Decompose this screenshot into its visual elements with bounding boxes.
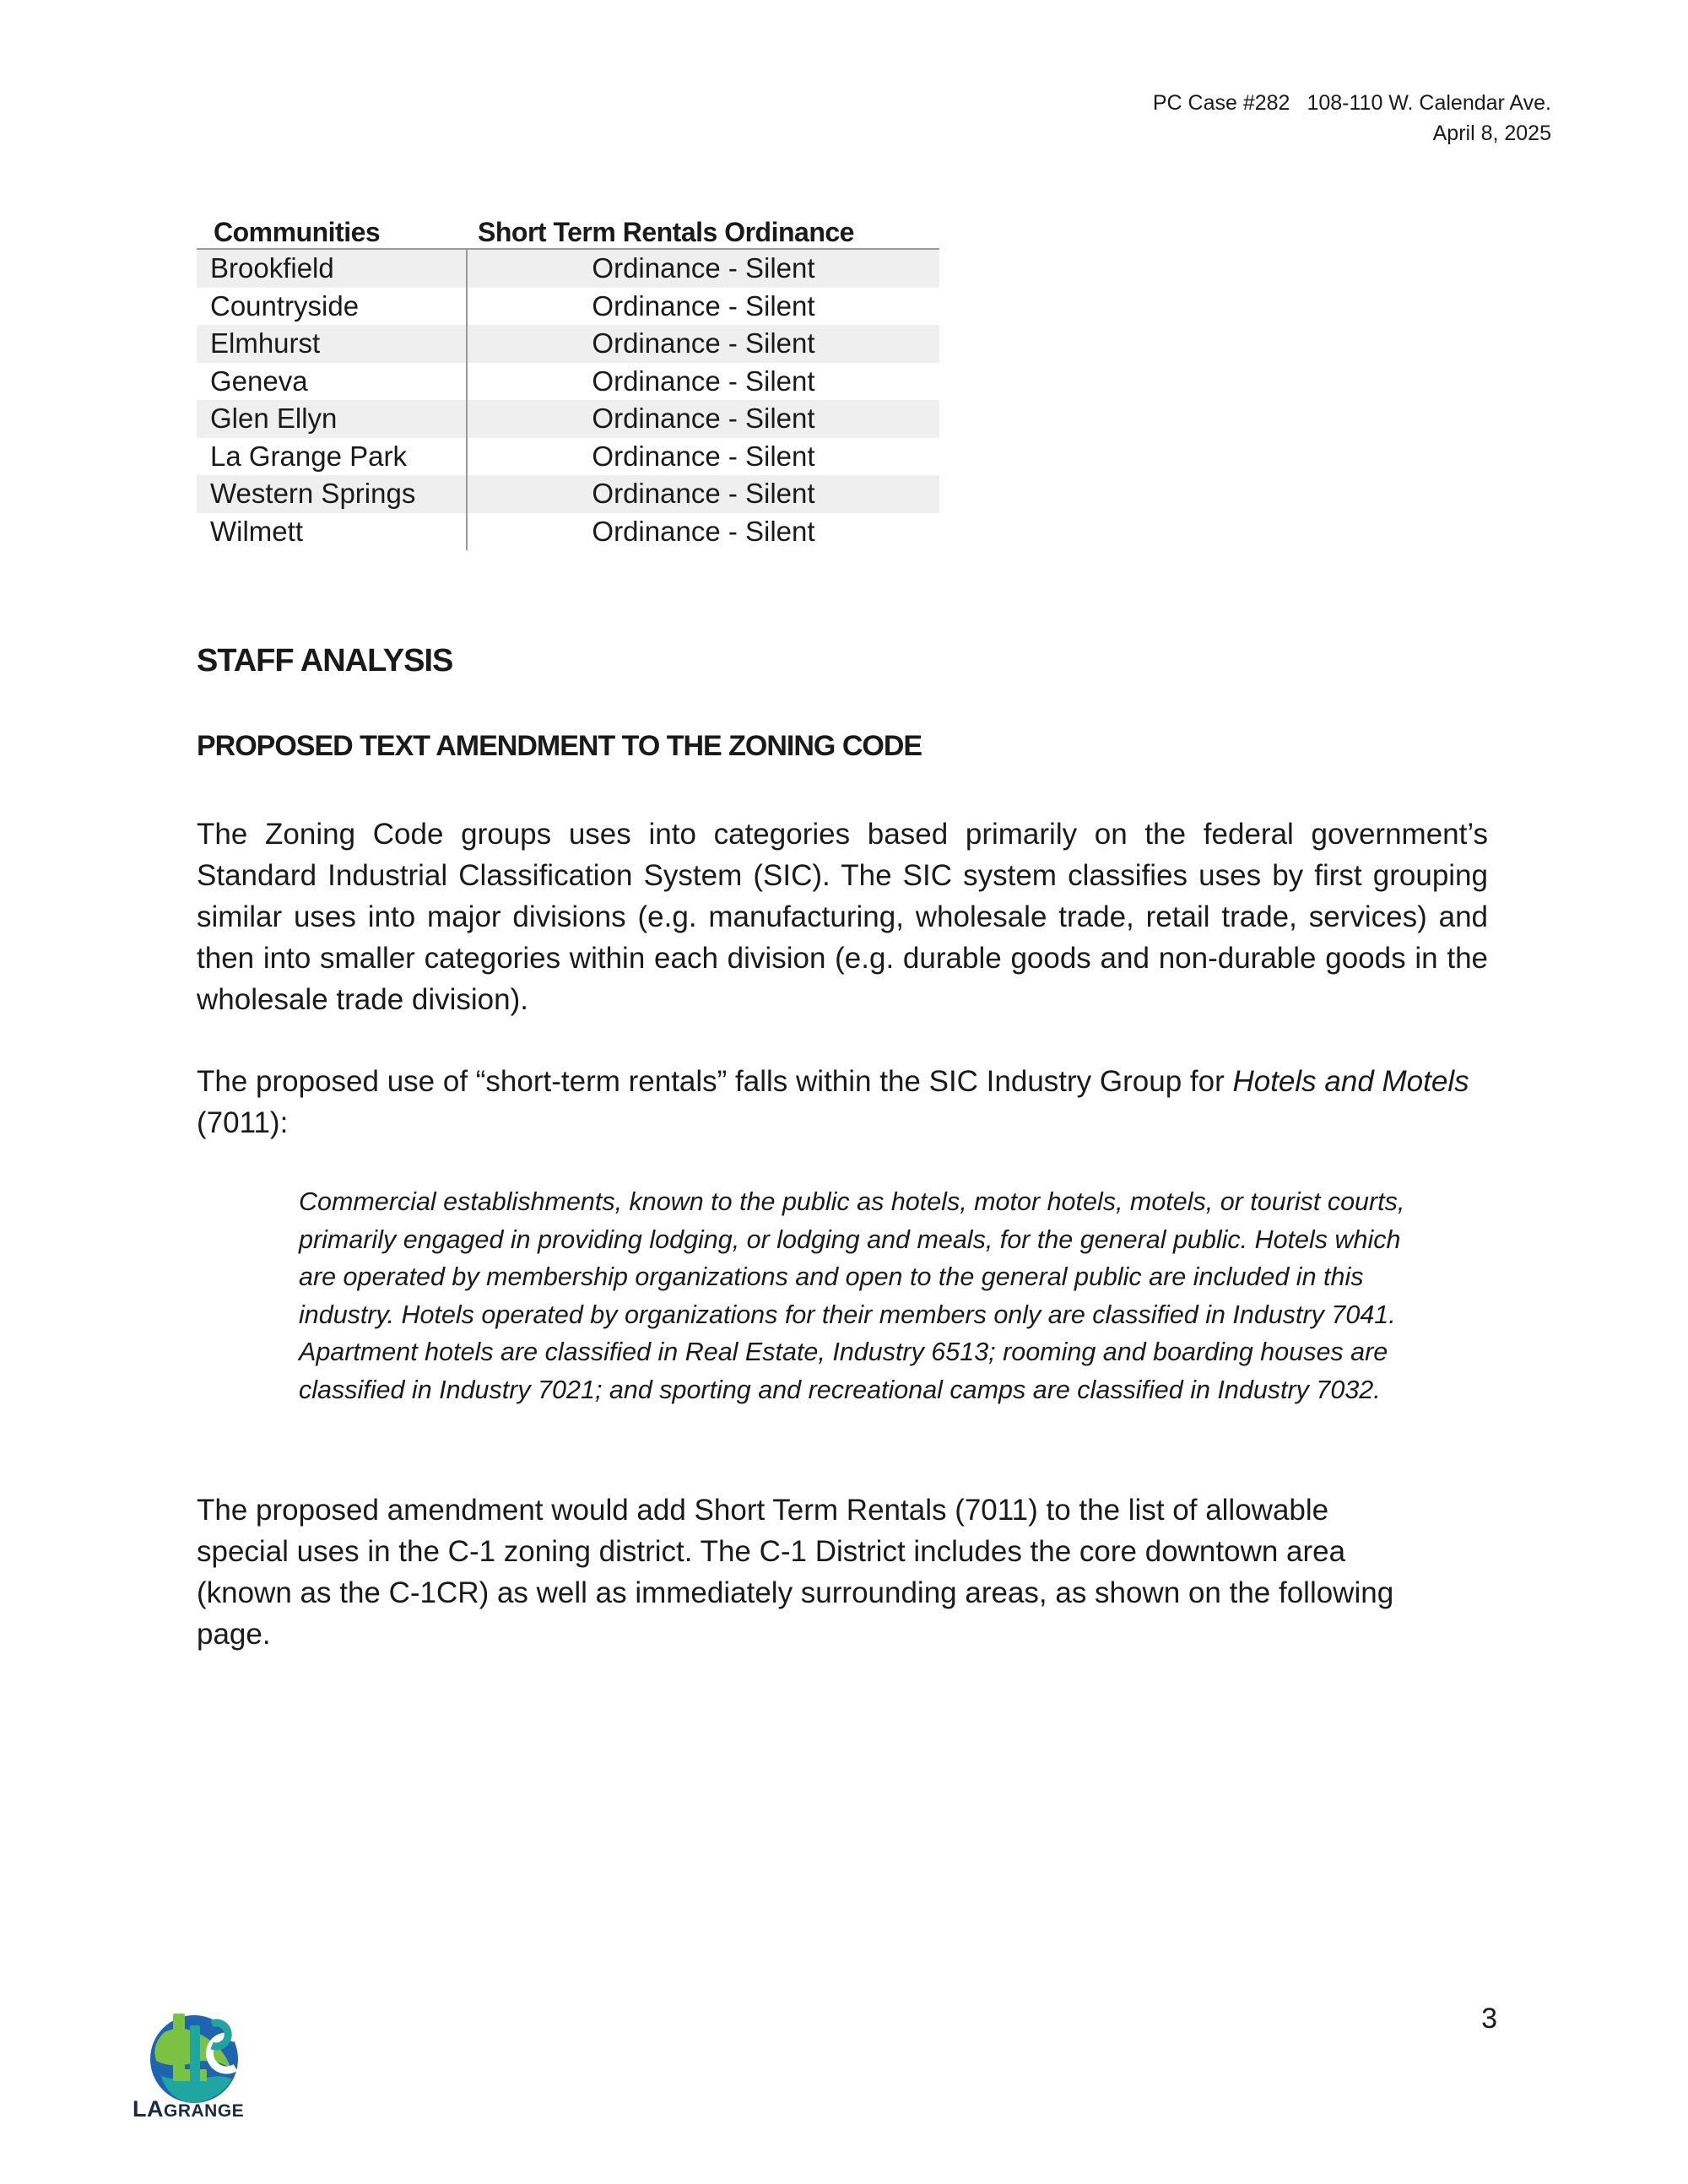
ordinance-cell: Ordinance - Silent xyxy=(467,400,939,438)
community-cell: Brookfield xyxy=(197,249,467,288)
section-subtitle: PROPOSED TEXT AMENDMENT TO THE ZONING CODE xyxy=(197,730,922,762)
community-cell: Elmhurst xyxy=(197,325,467,363)
table-row xyxy=(197,363,939,401)
case-number: PC Case #282 xyxy=(1152,91,1290,115)
page-number: 3 xyxy=(1481,2003,1497,2035)
section-title: STAFF ANALYSIS xyxy=(197,643,453,678)
la-grange-wordmark xyxy=(133,2096,244,2122)
ordinance-cell: Ordinance - Silent xyxy=(592,515,815,547)
community-cell: Wilmett xyxy=(197,513,467,551)
column-header-ordinance: Short Term Rentals Ordinance xyxy=(467,211,939,249)
ordinance-cell: Ordinance - Silent xyxy=(467,325,939,363)
paragraph-proposed-use-text: The proposed use of “short-term rentals” falls within the SIC Industry Group for xyxy=(197,1065,1233,1098)
community-cell: Geneva xyxy=(197,363,467,401)
paragraph-proposed-use-suffix: (7011): xyxy=(197,1106,289,1139)
table-header-row xyxy=(197,211,939,249)
paragraph-amendment: The proposed amendment would add Short Term Rentals (7011) to the list of allowable special uses in the C-1 zoning district. The C-1 District includes the core downtown area (known as the C-1CR) as well as immediately surrounding areas, as shown on the following page. xyxy=(197,1494,1394,1651)
table-row xyxy=(197,288,939,326)
case-line xyxy=(1153,88,1551,118)
ordinance-cell: Ordinance - Silent xyxy=(592,440,815,472)
ordinance-cell: Ordinance - Silent xyxy=(592,289,815,322)
ordinance-cell: Ordinance - Silent xyxy=(467,475,939,513)
table-row xyxy=(197,400,939,438)
table-row xyxy=(197,438,939,476)
paragraph-proposed-use-italic: Hotels and Motels xyxy=(1232,1065,1469,1098)
community-cell: La Grange Park xyxy=(197,438,467,476)
case-date: April 8, 2025 xyxy=(1432,122,1551,145)
page-header xyxy=(1153,88,1551,149)
wordmark-grange: GRANGE xyxy=(164,2101,245,2121)
table-row xyxy=(197,325,939,363)
paragraph-zoning-code: The Zoning Code groups uses into categories based primarily on the federal government’s Standard Industrial Classification System (SIC). The SIC system classifies uses by first grouping similar uses into major divisions (e.g. manufacturing, wholesale trade, retail trade, services) and then into smaller categories within each division (e.g. durable goods and non-durable goods in the wholesale trade division). xyxy=(197,818,1488,1016)
case-address: 108-110 W. Calendar Ave. xyxy=(1307,91,1551,115)
community-cell: Western Springs xyxy=(197,475,467,513)
ordinance-cell: Ordinance - Silent xyxy=(467,249,939,288)
table-row xyxy=(197,513,939,551)
paragraph-proposed-use xyxy=(197,1061,1488,1143)
table-row xyxy=(197,475,939,513)
column-header-communities: Communities xyxy=(197,211,467,249)
community-cell: Glen Ellyn xyxy=(197,400,467,438)
wordmark-la: LA xyxy=(133,2096,164,2122)
community-cell: Countryside xyxy=(197,288,467,326)
sic-definition-quote: Commercial establishments, known to the public as hotels, motor hotels, motels, or tourist courts, primarily engaged in providing lodging, or lodging and meals, for the general public. Hotels which are operated by membership organizations and open to the general public are included in this industry. Hotels operated by organizations for their members only are classified in Industry 7041. Apartment hotels are classified in Real Estate, Industry 6513; rooming and boarding houses are classified in Industry 7021; and sporting and recreational camps are classified in Industry 7032. xyxy=(299,1187,1405,1404)
table-row xyxy=(197,249,939,288)
ordinance-cell: Ordinance - Silent xyxy=(592,365,815,397)
communities-table xyxy=(197,211,939,550)
